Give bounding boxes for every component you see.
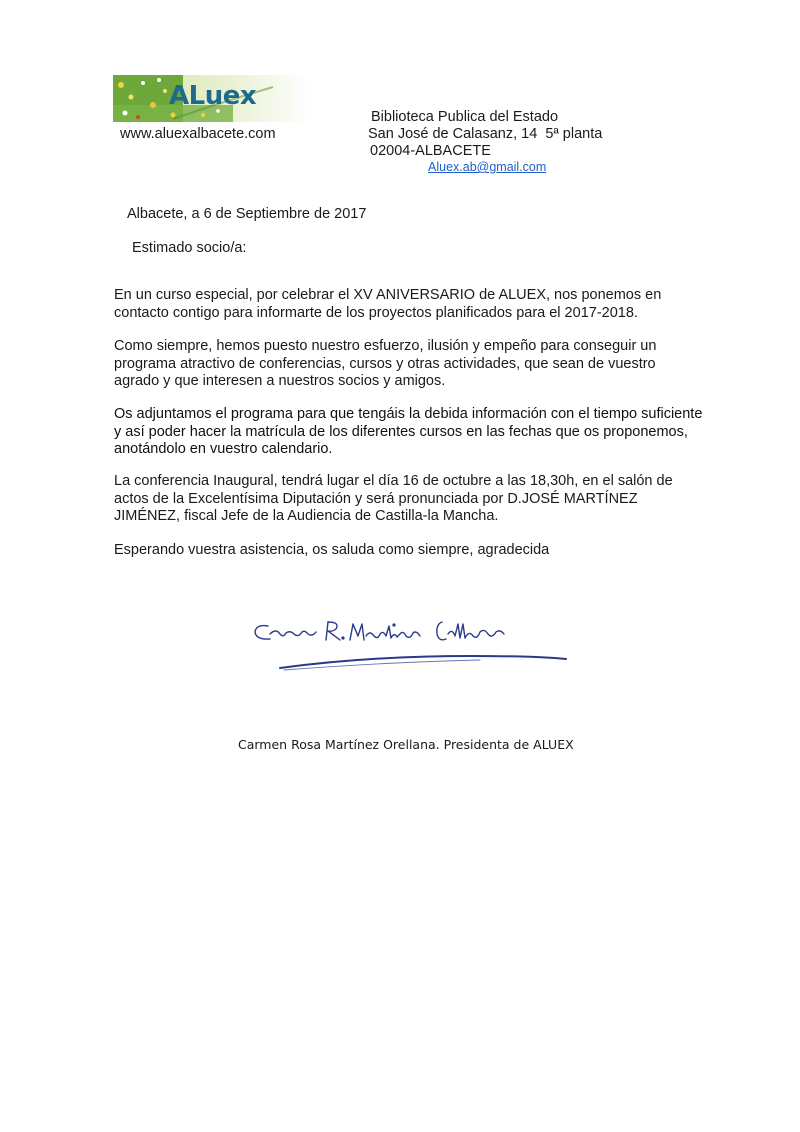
website-url[interactable]: www.aluexalbacete.com: [120, 126, 276, 142]
letter-greeting: Estimado socio/a:: [132, 240, 247, 256]
paragraph-5: Esperando vuestra asistencia, os saluda como siempre, agradecida: [114, 542, 550, 558]
address-line-3: 02004-ALBACETE: [370, 143, 491, 159]
address-line-2: San José de Calasanz, 14 5ª planta: [368, 126, 603, 142]
logo-text: ALuex: [169, 81, 257, 111]
aluex-logo: [113, 75, 310, 122]
paragraph-3: Os adjuntamos el programa para que tengáis la debida información con el tiempo suficiente y así poder hacer la matrícula de los diferentes cursos en las fechas que os proponemos, anotándolo en vuestro calendario.: [114, 406, 703, 457]
paragraph-4: La conferencia Inaugural, tendrá lugar el día 16 de octubre a las 18,30h, en el salón de actos de la Excelentísima Diputación y será pronunciada por D.JOSÉ MARTÍNEZ JIMÉNEZ, fiscal Jefe de la Audiencia de Castilla-la Mancha.: [114, 473, 673, 524]
email-link[interactable]: Aluex.ab@gmail.com: [428, 160, 547, 174]
paragraph-2: Como siempre, hemos puesto nuestro esfuerzo, ilusión y empeño para conseguir un programa atractivo de conferencias, cursos y otras actividades, que sean de vuestro agrado y que interesen a nuestros socios y amigos.: [114, 338, 657, 389]
signer-name: Carmen Rosa Martínez Orellana. Presidenta de ALUEX: [238, 737, 574, 752]
letter-date: Albacete, a 6 de Septiembre de 2017: [127, 206, 367, 222]
handwritten-signature: [250, 612, 580, 687]
paragraph-1: En un curso especial, por celebrar el XV ANIVERSARIO de ALUEX, nos ponemos en contacto contigo para informarte de los proyectos planificados para el 2017-2018.: [114, 287, 662, 321]
address-line-1: Biblioteca Publica del Estado: [371, 109, 559, 125]
